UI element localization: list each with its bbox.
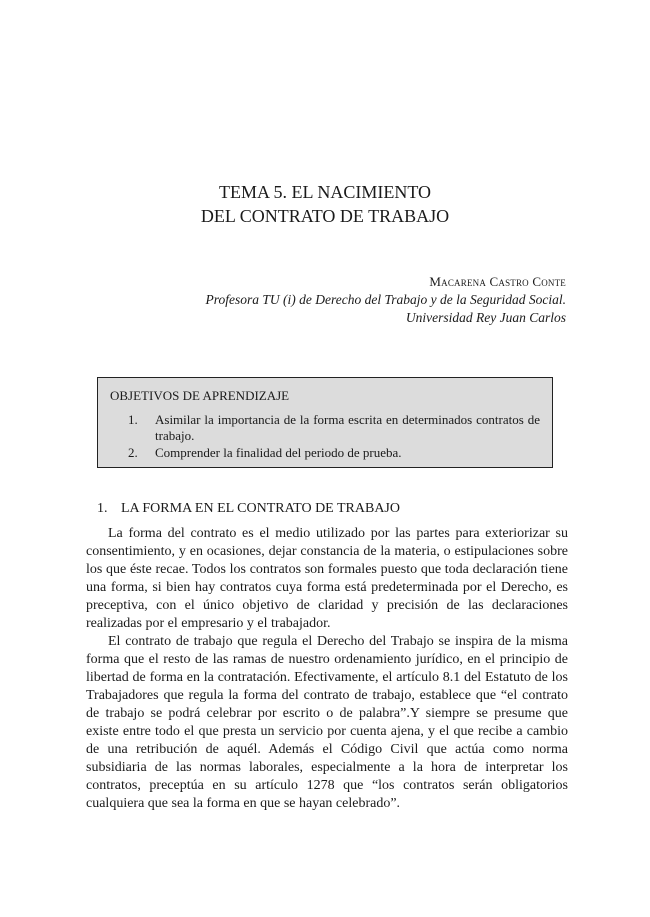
author-block	[206, 273, 566, 327]
chapter-title	[0, 180, 650, 228]
chapter-title-line-1: TEMA 5. EL NACIMIENTO	[219, 182, 431, 202]
objective-number: 2.	[128, 445, 138, 460]
section-title: LA FORMA EN EL CONTRATO DE TRABAJO	[121, 501, 400, 516]
paragraph: El contrato de trabajo que regula el Derecho del Trabajo se inspira de la misma forma que el resto de las ramas de nuestro ordenamiento jurídico, en el principio de libertad de forma en la contratación. Efectivamente, el artículo 8.1 del Estatuto de los Trabajadores que regula la forma del contrato de trabajo, establece que “el contrato de trabajo se podrá celebrar por escrito o de palabra”.Y siempre se presume que existe entre todo el que presta un servicio por cuenta ajena, y el que recibe a cambio de una retribución de aquél. Además el Código Civil que actúa como norma subsidiaria de las normas laborales, especialmente a la hora de interpretar los contratos, preceptúa en su artículo 1278 que “los contratos serán obligatorios cualquiera que sea la forma en que se hayan celebrado”.	[86, 634, 568, 811]
objectives-list	[110, 412, 540, 461]
section-number: 1.	[97, 501, 108, 516]
author-name: Macarena Castro Conte	[429, 274, 566, 289]
objective-text: Asimilar la importancia de la forma escrita en determinados contratos de trabajo.	[155, 412, 540, 443]
author-affiliation-line-2: Universidad Rey Juan Carlos	[405, 310, 566, 325]
objective-item	[110, 412, 540, 443]
objective-text: Comprender la finalidad del periodo de prueba.	[155, 445, 402, 460]
learning-objectives-box	[97, 377, 553, 468]
objective-number: 1.	[128, 412, 138, 427]
paragraph: La forma del contrato es el medio utilizado por las partes para exteriorizar su consentimiento, y en ocasiones, dejar constancia de la materia, o estipulaciones sobre los que éste recae. Todos los contratos son formales puesto que toda declaración tiene una forma, si bien hay contratos cuya forma está predeterminada por el Derecho, es preceptiva, con el único objetivo de claridad y precisión de las declaraciones realizadas por el empresario y el trabajador.	[86, 526, 568, 631]
chapter-title-line-2: DEL CONTRATO DE TRABAJO	[200, 206, 450, 226]
objective-item	[110, 445, 540, 461]
author-affiliation-line-1: Profesora TU (i) de Derecho del Trabajo y de la Seguridad Social.	[205, 292, 566, 307]
objectives-heading: OBJETIVOS DE APRENDIZAJE	[110, 388, 290, 403]
section-heading	[97, 500, 400, 518]
body-text	[86, 525, 568, 813]
